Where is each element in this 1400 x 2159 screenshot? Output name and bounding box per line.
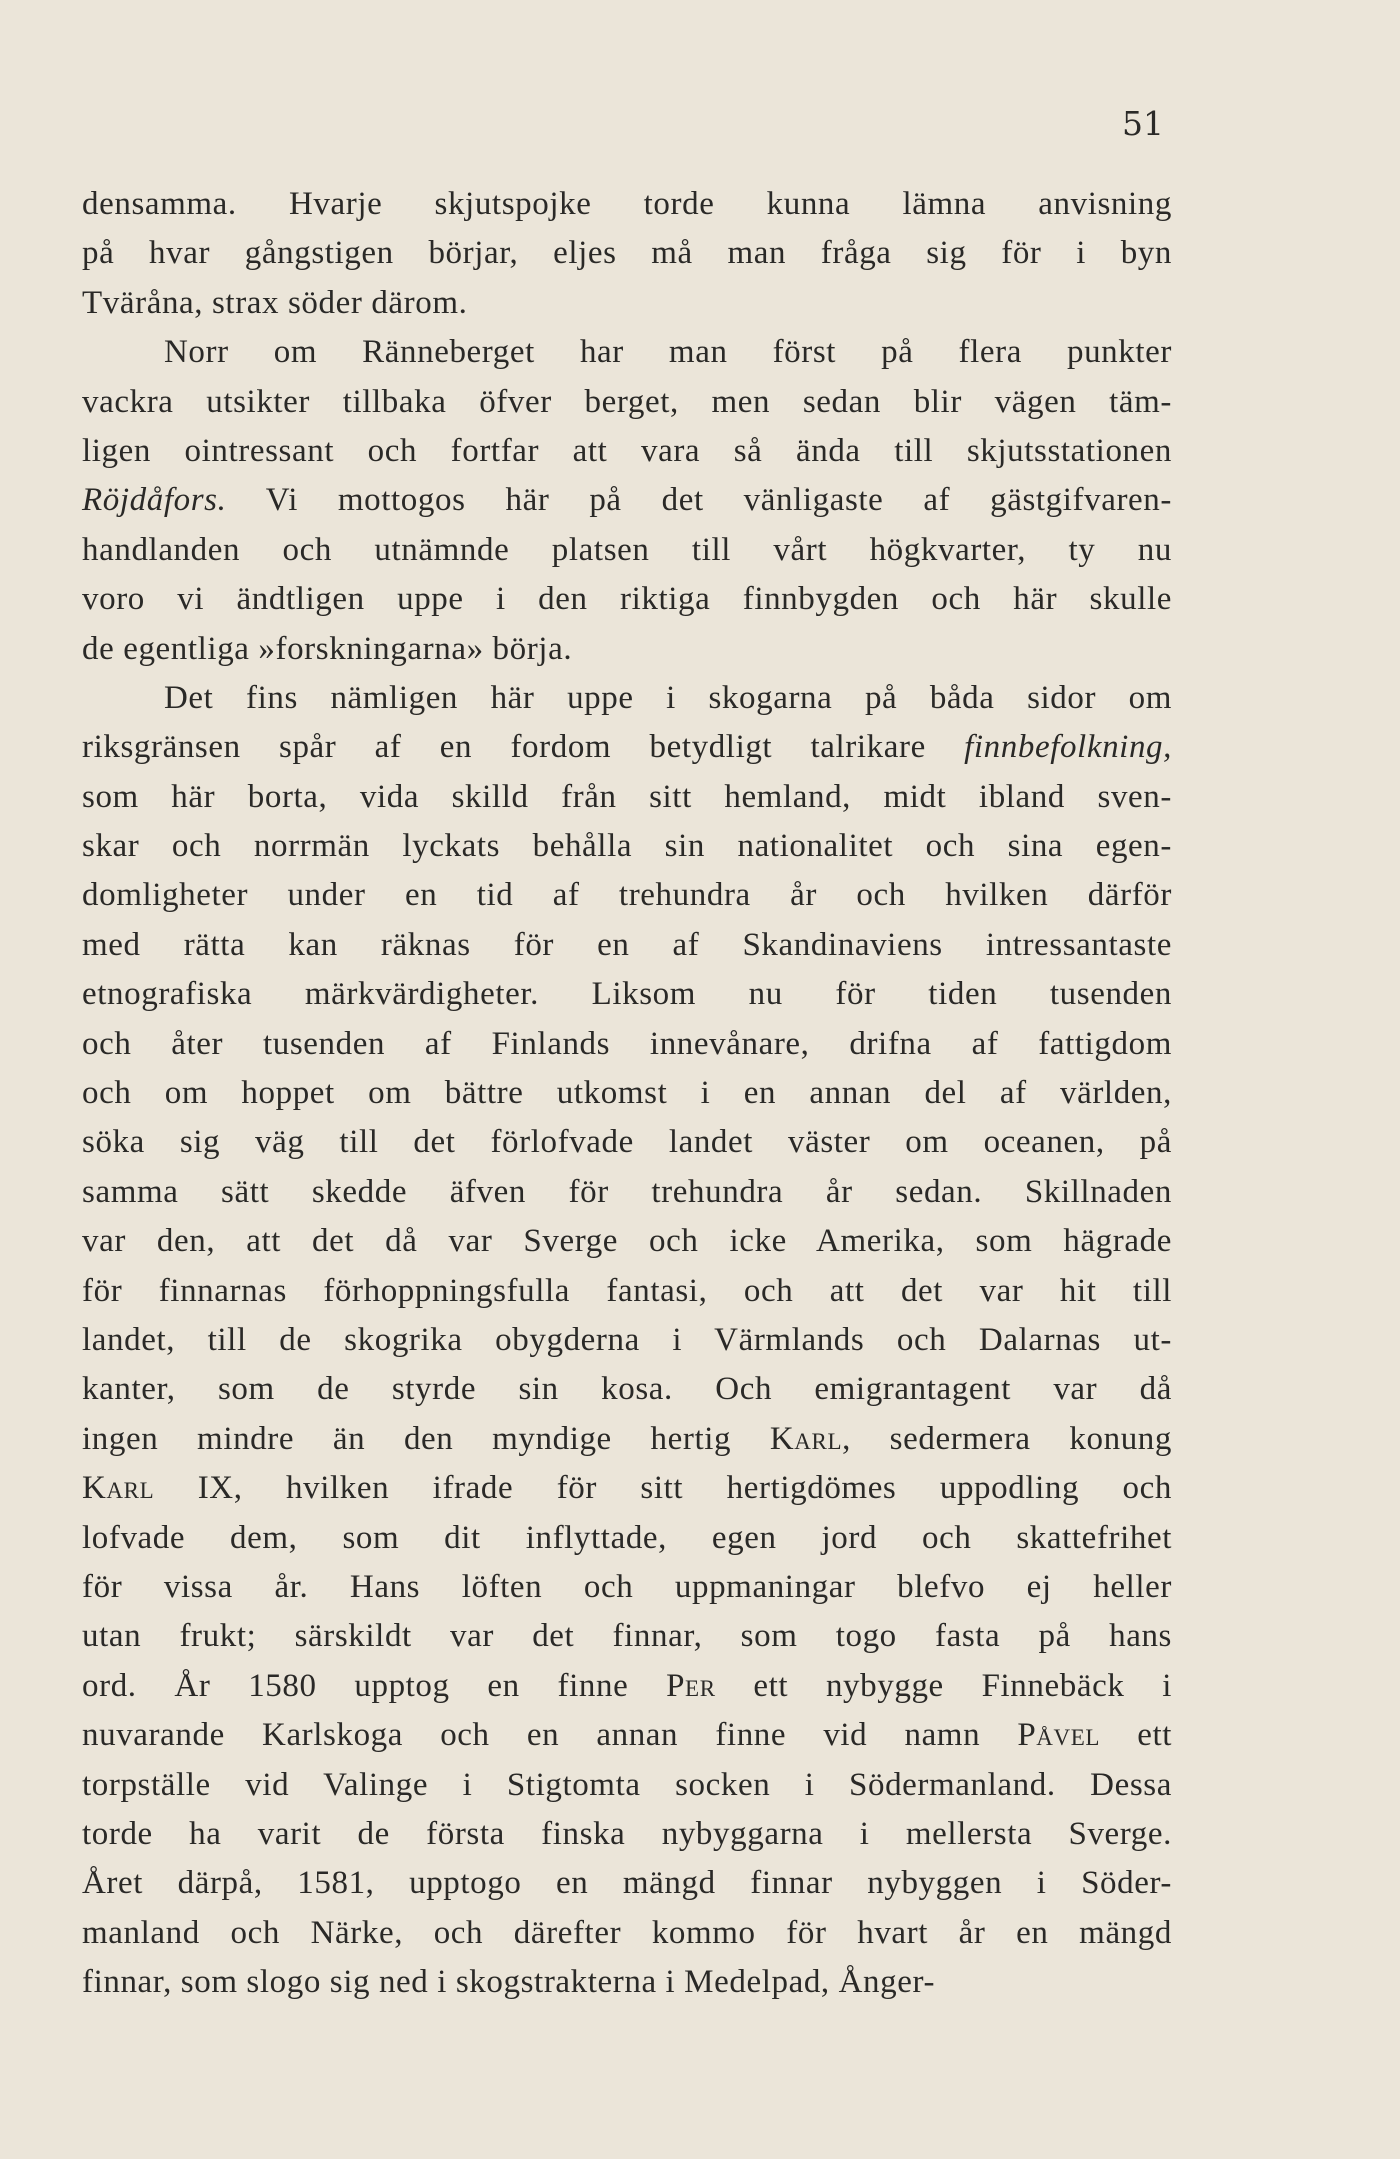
text-line — [82, 970, 1172, 1019]
text-line — [82, 427, 1172, 476]
text-line — [82, 1069, 1172, 1118]
text-segment: lofvade dem, som dit inflyttade, egen jord och skattefrihet — [82, 1519, 1172, 1556]
text-line — [82, 1810, 1172, 1859]
text-segment: nuvarande Karlskoga och en annan finne vid namn — [82, 1717, 1018, 1754]
text-segment: voro vi ändtligen uppe i den riktiga finnbygden och här skulle — [82, 581, 1172, 618]
text-segment: ligen ointressant och fortfar att vara så ända till skjutsstationen — [82, 432, 1172, 469]
text-segment: Norr om Ränneberget har man först på flera punkter — [164, 334, 1172, 371]
text-segment: Röjdåfors. — [82, 482, 227, 519]
text-line — [82, 328, 1172, 377]
text-line — [82, 229, 1172, 278]
text-line — [82, 1267, 1172, 1316]
text-segment: för vissa år. Hans löften och uppmaningar blefvo ej heller — [82, 1568, 1172, 1605]
text-segment: och om hoppet om bättre utkomst i en annan del af världen, — [82, 1075, 1172, 1112]
text-line — [82, 575, 1172, 624]
text-line — [82, 378, 1172, 427]
text-line — [82, 1514, 1172, 1563]
text-segment: ord. År 1580 upptog en finne — [82, 1667, 667, 1704]
text-segment: Påvel — [1017, 1717, 1101, 1754]
text-line — [82, 625, 1172, 674]
text-segment: IX, hvilken ifrade för sitt hertigdömes uppodling och — [154, 1470, 1172, 1507]
text-segment: för finnarnas förhoppningsfulla fantasi, och att det var hit till — [82, 1272, 1172, 1309]
text-line — [82, 1118, 1172, 1167]
text-segment: som här borta, vida skilld från sitt hemland, midt ibland sven- — [82, 778, 1172, 815]
text-segment: söka sig väg till det förlofvade landet väster om oceanen, på — [82, 1124, 1172, 1161]
text-segment: ett nybygge Finnebäck i — [715, 1667, 1172, 1704]
text-segment: ingen mindre än den myndige hertig — [82, 1420, 770, 1457]
text-segment: manland och Närke, och därefter kommo för hvart år en mängd — [82, 1914, 1172, 1951]
body-text — [82, 180, 1172, 2007]
text-segment: torde ha varit de första finska nybyggarna i mellersta Sverge. — [82, 1815, 1172, 1852]
text-segment: vackra utsikter tillbaka öfver berget, men sedan blir vägen täm- — [82, 383, 1172, 420]
text-line — [82, 871, 1172, 920]
text-line — [82, 921, 1172, 970]
text-line — [82, 674, 1172, 723]
text-segment: samma sätt skedde äfven för trehundra år sedan. Skillnaden — [82, 1173, 1172, 1210]
text-segment: Tväråna, strax söder därom. — [82, 284, 468, 321]
text-line — [82, 1365, 1172, 1414]
text-segment: med rätta kan räknas för en af Skandinaviens intressantaste — [82, 926, 1172, 963]
text-line — [82, 1415, 1172, 1464]
text-line — [82, 1020, 1172, 1069]
text-segment: Året därpå, 1581, upptogo en mängd finnar nybyggen i Söder- — [82, 1865, 1172, 1902]
text-line — [82, 476, 1172, 525]
text-line — [82, 1859, 1172, 1908]
text-segment: skar och norrmän lyckats behålla sin nationalitet och sina egen- — [82, 828, 1172, 865]
text-line — [82, 723, 1172, 772]
text-line — [82, 1464, 1172, 1513]
text-segment: Karl — [769, 1420, 843, 1457]
text-segment: Det fins nämligen här uppe i skogarna på båda sidor om — [164, 679, 1172, 716]
text-line — [82, 279, 1172, 328]
text-segment: domligheter under en tid af trehundra år och hvilken därför — [82, 877, 1172, 914]
text-segment: och åter tusenden af Finlands innevånare, drifna af fattigdom — [82, 1025, 1172, 1062]
text-segment: finnar, som slogo sig ned i skogstrakterna i Medelpad, Ånger- — [82, 1964, 936, 2001]
text-segment: Karl — [82, 1470, 155, 1507]
text-segment: på hvar gångstigen börjar, eljes må man fråga sig för i byn — [82, 235, 1172, 272]
text-line — [82, 1909, 1172, 1958]
text-segment: kanter, som de styrde sin kosa. Och emigrantagent var då — [82, 1371, 1172, 1408]
text-line — [82, 1168, 1172, 1217]
text-segment: , sedermera konung — [842, 1420, 1172, 1457]
text-line — [82, 1217, 1172, 1266]
text-segment: Vi mottogos här på det vänligaste af gästgifvaren- — [226, 482, 1172, 519]
text-line — [82, 773, 1172, 822]
text-segment: etnografiska märkvärdigheter. Liksom nu för tiden tusenden — [82, 976, 1172, 1013]
text-segment: landet, till de skogrika obygderna i Värmlands och Dalarnas ut- — [82, 1321, 1172, 1358]
text-segment: Per — [666, 1667, 716, 1704]
text-line — [82, 526, 1172, 575]
text-line — [82, 1563, 1172, 1612]
text-line — [82, 1612, 1172, 1661]
text-segment: handlanden och utnämnde platsen till vårt högkvarter, ty nu — [82, 531, 1172, 568]
text-line — [82, 180, 1172, 229]
page-number: 51 — [1122, 104, 1164, 143]
text-line — [82, 1958, 1172, 2007]
text-line — [82, 1662, 1172, 1711]
text-segment: torpställe vid Valinge i Stigtomta socken i Södermanland. Dessa — [82, 1766, 1172, 1803]
text-line — [82, 1711, 1172, 1760]
text-line — [82, 1316, 1172, 1365]
text-segment: de egentliga »forskningarna» börja. — [82, 630, 573, 667]
text-segment: utan frukt; särskildt var det finnar, som togo fasta på hans — [82, 1618, 1172, 1655]
text-segment: riksgränsen spår af en fordom betydligt talrikare — [82, 729, 965, 766]
text-segment: densamma. Hvarje skjutspojke torde kunna lämna anvisning — [82, 186, 1172, 222]
text-line — [82, 822, 1172, 871]
text-line — [82, 1761, 1172, 1810]
text-segment: finnbefolkning, — [964, 729, 1172, 766]
text-segment: ett — [1100, 1717, 1172, 1754]
text-segment: var den, att det då var Sverge och icke Amerika, som hägrade — [82, 1223, 1172, 1260]
